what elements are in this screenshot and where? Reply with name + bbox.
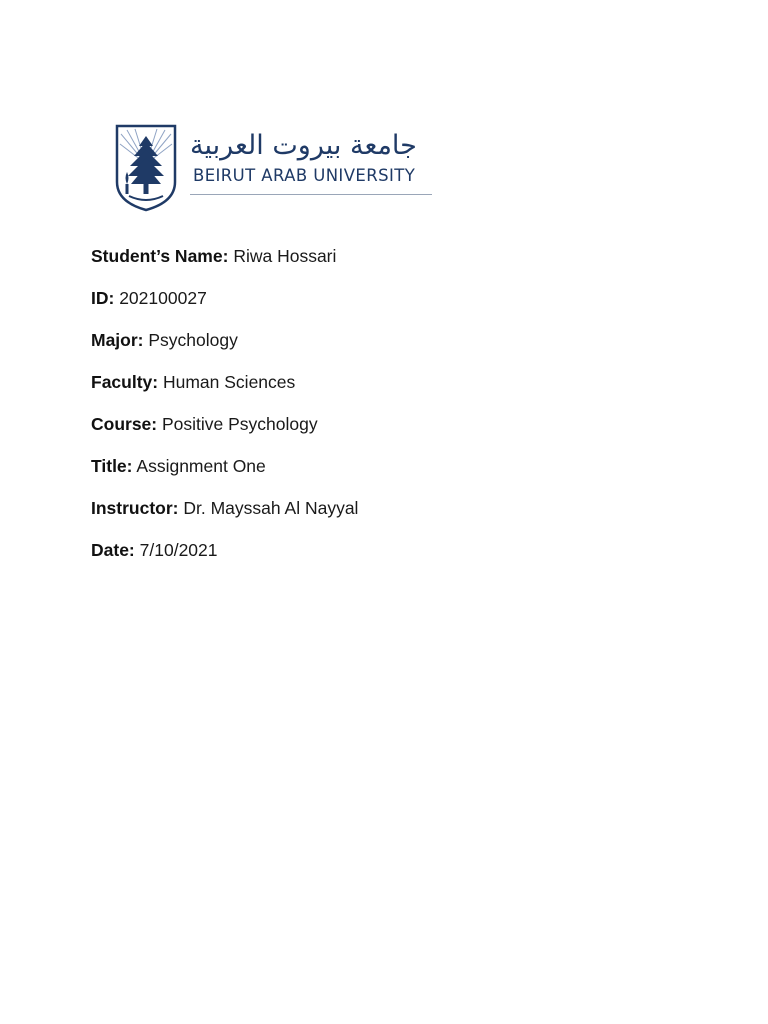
field-value: 7/10/2021 (139, 540, 218, 560)
field-value: 202100027 (119, 288, 207, 308)
student-name-line (91, 244, 358, 286)
university-name-arabic-text: جامعة بيروت العربية (190, 130, 417, 161)
field-label: Title: (91, 456, 133, 476)
student-id-line (91, 286, 358, 328)
major-line (91, 328, 358, 370)
field-label: Date: (91, 540, 135, 560)
field-value: Psychology (148, 330, 238, 350)
field-value: Positive Psychology (162, 414, 318, 434)
course-line (91, 412, 358, 454)
instructor-line (91, 496, 358, 538)
field-label: Course: (91, 414, 158, 434)
field-label: ID: (91, 288, 115, 308)
field-value: Human Sciences (162, 372, 296, 392)
field-label: Instructor: (91, 498, 179, 518)
date-line (91, 538, 358, 580)
field-value: Riwa Hossari (233, 246, 337, 266)
title-line (91, 454, 358, 496)
university-logo (112, 124, 434, 216)
field-label: Major: (91, 330, 144, 350)
student-info-list (91, 244, 358, 580)
field-label: Faculty: (91, 372, 159, 392)
logo-divider (190, 194, 432, 195)
field-value: Assignment One (136, 456, 266, 476)
faculty-line (91, 370, 358, 412)
university-name-arabic (190, 130, 417, 162)
cedar-crest-icon (115, 124, 177, 212)
field-value: Dr. Mayssah Al Nayyal (183, 498, 359, 518)
field-label: Student’s Name: (91, 246, 229, 266)
university-name-english: BEIRUT ARAB UNIVERSITY (193, 166, 416, 185)
